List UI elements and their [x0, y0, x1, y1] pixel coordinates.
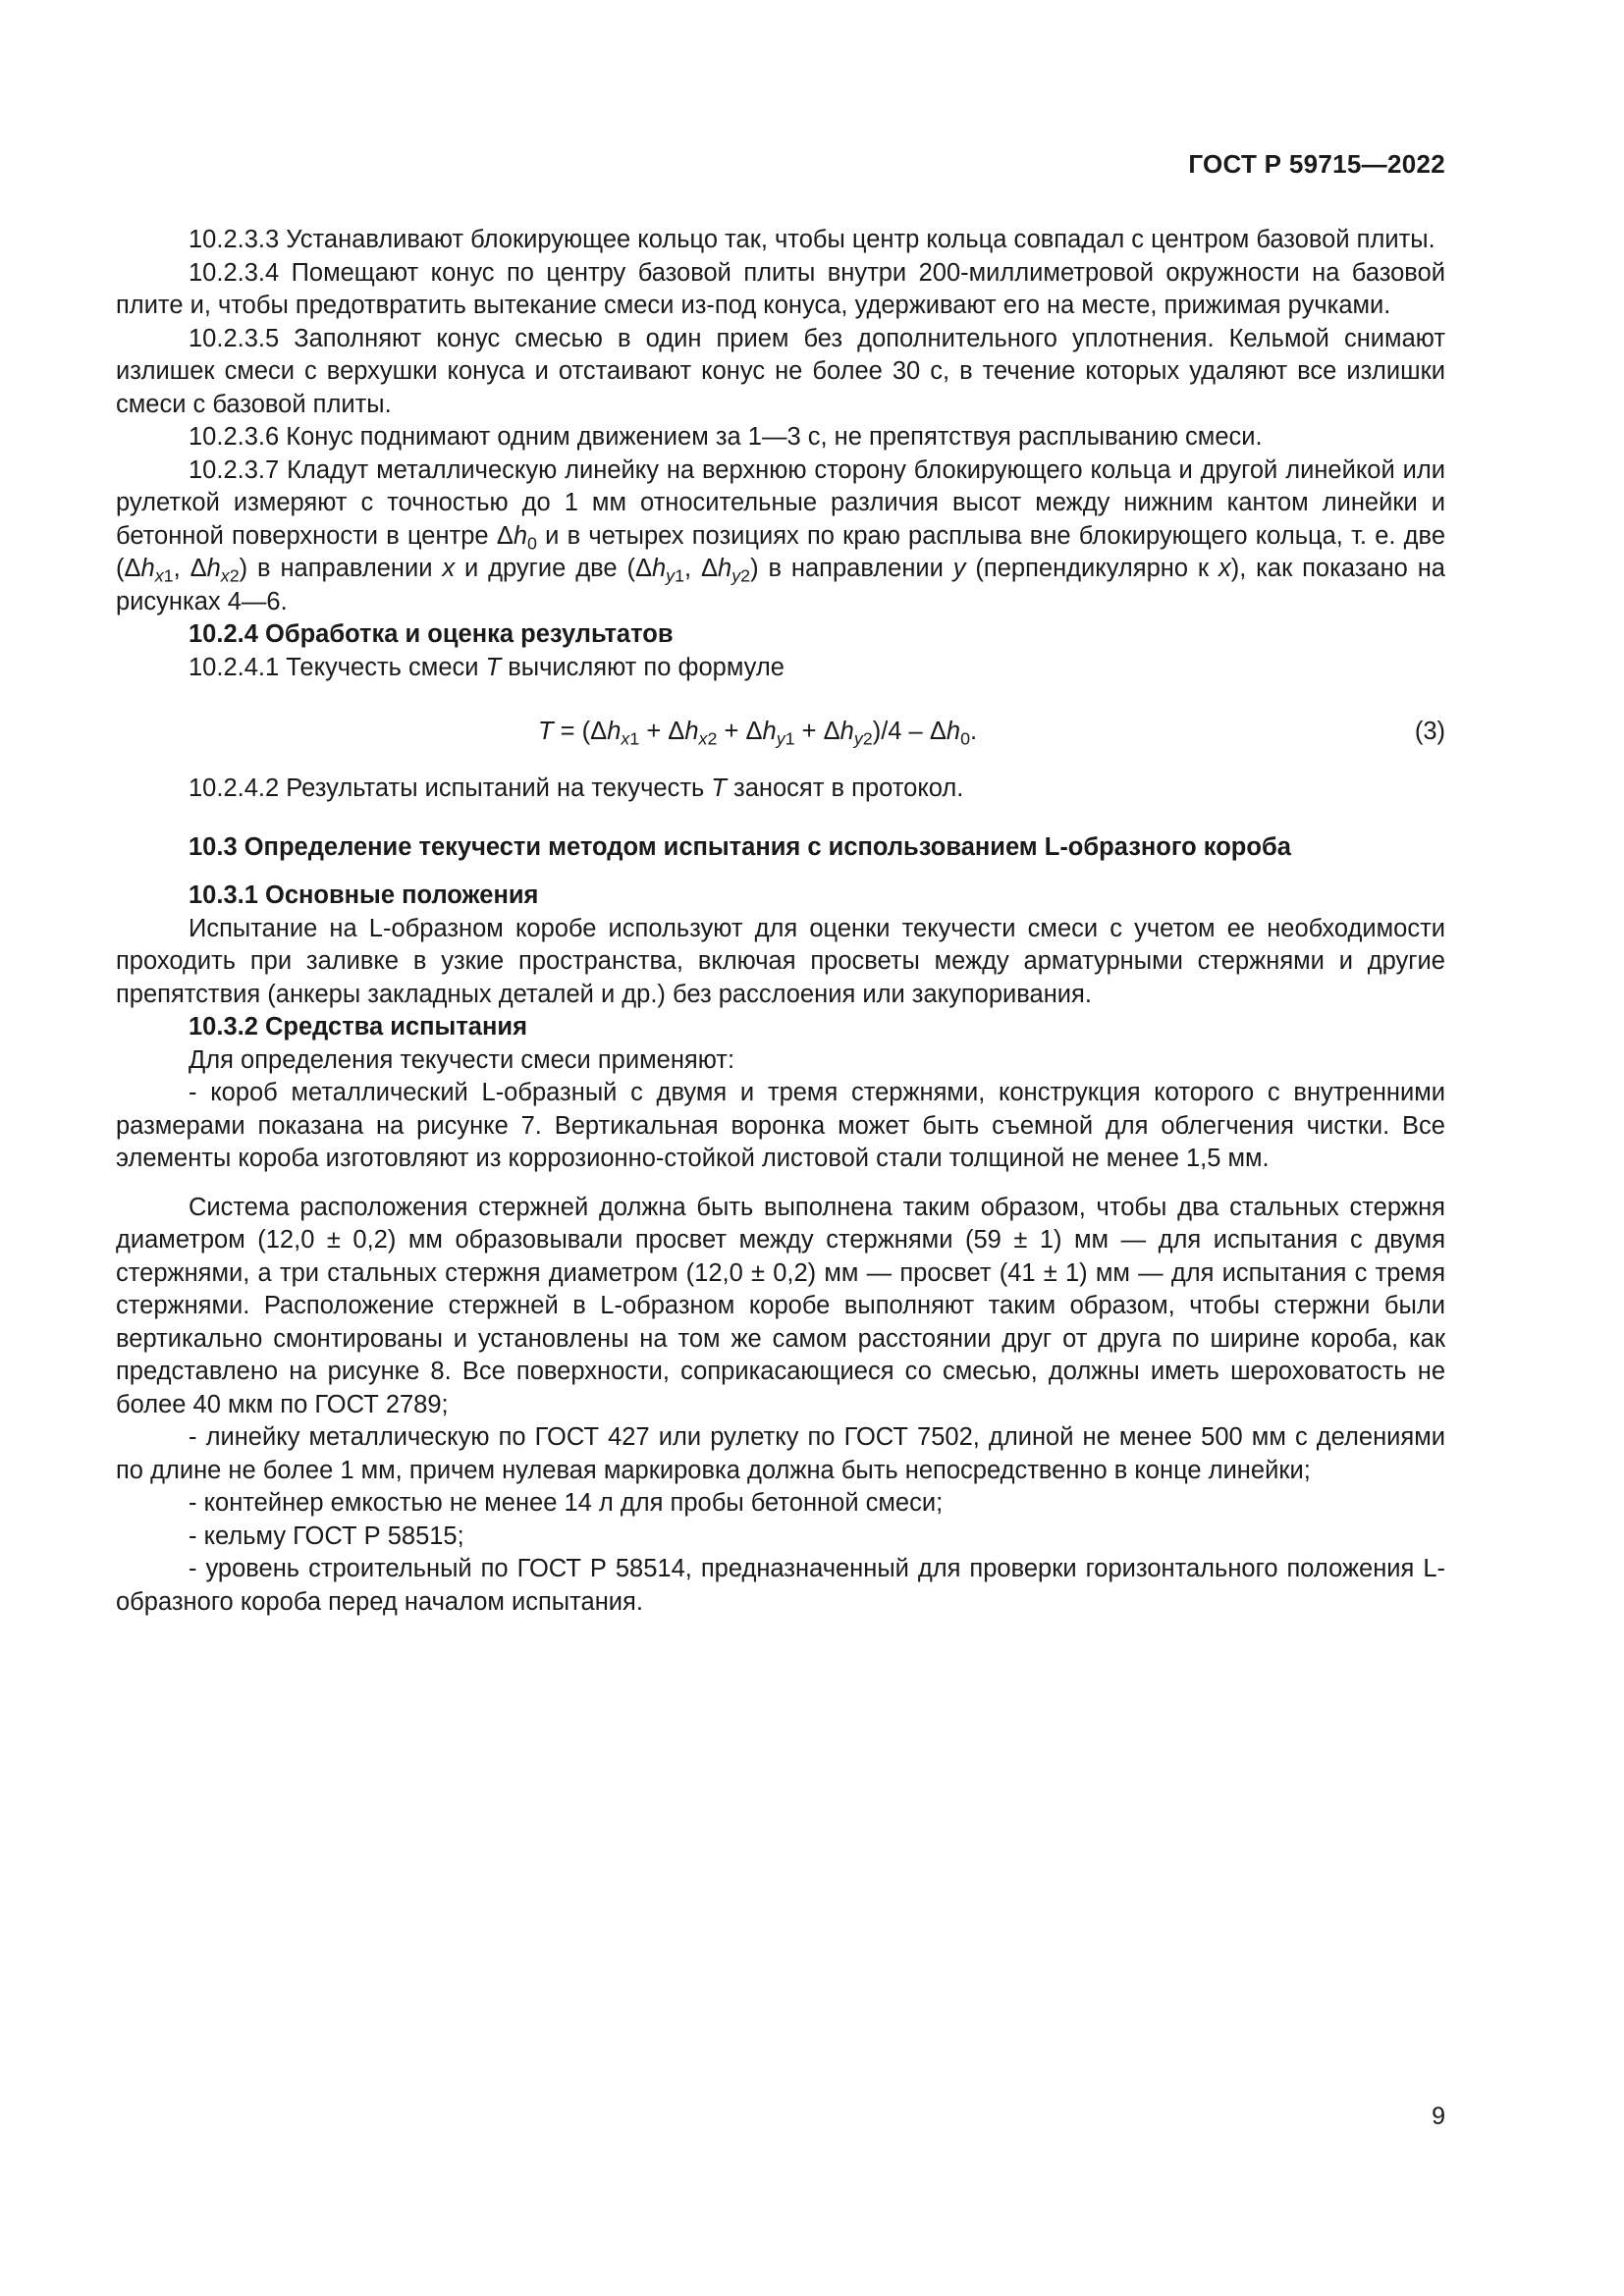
math-x: x	[1218, 555, 1231, 582]
math-y: y	[952, 555, 966, 582]
document-id: ГОСТ Р 59715—2022	[1188, 149, 1445, 179]
formula-number: (3)	[1414, 718, 1445, 745]
math-dhx1: $\Delta h_{x1}$	[124, 555, 174, 586]
paragraph-10-2-3-6: 10.2.3.6 Конус поднимают одним движением за 1—3 с, не препятствуя расплыванию смеси.	[189, 423, 1263, 451]
text-segment: ) в направлении	[750, 555, 953, 582]
heading-10-2-4: 10.2.4 Обработка и оценка результатов	[189, 620, 674, 648]
heading-10-3-1: 10.3.1 Основные положения	[189, 881, 539, 909]
text-segment: 10.2.3.7 Кладут металлическую линейку на верхнюю сторону блокирующего кольца и другой линейкой или рулеткой измеряют с точностью до 1 мм относительные различия высот между нижним кантом линейки и бетонной поверхности в центре	[116, 455, 1445, 550]
text-segment: и в четырех позициях по краю расплыва вне блокирующего кольца, т. е. две (	[116, 521, 1445, 582]
paragraph-10-2-3-3: 10.2.3.3 Устанавливают блокирующее кольцо так, чтобы центр кольца совпадал с центром базовой плиты.	[189, 226, 1435, 253]
list-item-level: - уровень строительный по ГОСТ Р 58514, предназначенный для проверки горизонтального положения L-образного короба перед началом испытания.	[116, 1555, 1445, 1616]
paragraph-10-2-3-7: 10.2.3.7 Кладут металлическую линейку на верхнюю сторону блокирующего кольца и другой линейкой или рулеткой измеряют с точностью до 1 мм относительные различия высот между нижним кантом линейки и бетонной поверхности в центре $\Delta h_0$ и в четырех позициях по краю расплыва вне блокирующего кольца, т. е. две ($\Delta h_{x1}$, $\Delta h_{x2}$) в направлении x и другие две ($\Delta h_{y1}$, $\Delta h_{y2}$) в направлении y (перпендикулярно к x), как показано на рисунках 4—6.	[116, 455, 1445, 615]
text-segment: ), как показано на рисунках 4—6.	[116, 555, 1445, 615]
heading-10-3-2: 10.3.2 Средства испытания	[189, 1013, 527, 1041]
paragraph-rods: Система расположения стержней должна быть выполнена таким образом, чтобы два стальных стержня диаметром (12,0 ± 0,2) мм образовывали просвет между стержнями (59 ± 1) мм — для испытания с двумя стержнями, а три стальных стержня диаметром (12,0 ± 0,2) мм — просвет (41 ± 1) мм — для испытания с тремя стержнями. Расположение стержней в L-образном коробе выполняют таким образом, чтобы стержни были вертикально смонтированы и установлены на том же самом расстоянии друг от друга по ширине короба, как представлено на рисунке 8. Все поверхности, соприкасающиеся со смесью, должны иметь шероховатость не более 40 мкм по ГОСТ 2789;	[116, 1193, 1445, 1418]
text-segment: (перпендикулярно к	[965, 555, 1218, 582]
text-segment: и другие две (	[455, 555, 635, 582]
list-item-container: - контейнер емкостью не менее 14 л для пробы бетонной смеси;	[189, 1489, 944, 1517]
paragraph-10-2-4-2: 10.2.4.2 Результаты испытаний на текучесть T заносят в протокол.	[189, 774, 964, 802]
math-dh0: $\Delta h_0$	[496, 521, 537, 554]
list-item-trowel: - кельму ГОСТ Р 58515;	[189, 1522, 464, 1550]
paragraph-10-2-4-1: 10.2.4.1 Текучесть смеси T вычисляют по формуле	[189, 653, 785, 681]
text-segment: ) в направлении	[239, 555, 443, 582]
paragraph-10-2-3-4: 10.2.3.4 Помещают конус по центру базовой плиты внутри 200-миллиметровой окружности на базовой плите и, чтобы предотвратить вытекание смеси из-под конуса, удерживают его на месте, прижимая ручками.	[116, 258, 1445, 319]
math-dhy1: $\Delta h_{y1}$	[634, 555, 685, 586]
math-dhy2: $\Delta h_{y2}$	[701, 555, 751, 586]
list-item-box: - короб металлический L-образный с двумя и тремя стержнями, конструкция которого с внутренними размерами показана на рисунке 7. Вертикальная воронка может быть съемной для облегчения чистки. Все элементы короба изготовляют из коррозионно-стойкой листовой стали толщиной не менее 1,5 мм.	[116, 1079, 1445, 1172]
paragraph-10-2-3-5: 10.2.3.5 Заполняют конус смесью в один прием без дополнительного уплотнения. Кельмой снимают излишек смеси с верхушки конуса и отстаивают конус не более 30 с, в течение которых удаляют все излишки смеси с базовой плиты.	[116, 324, 1445, 418]
heading-10-3: 10.3 Определение текучести методом испытания с использованием L-образного короба	[189, 832, 1291, 861]
formula-row	[116, 706, 1445, 755]
list-item-ruler: - линейку металлическую по ГОСТ 427 или рулетку по ГОСТ 7502, длиной не менее 500 мм с делениями по длине не более 1 мм, причем нулевая маркировка должна быть непосредственно в конце линейки;	[116, 1423, 1445, 1484]
paragraph-10-3-1: Испытание на L-образном коробе используют для оценки текучести смеси с учетом ее необходимости проходить при заливке в узкие пространства, включая просветы между арматурными стержнями и другие препятствия (анкеры закладных деталей и др.) без расслоения или закупоривания.	[116, 914, 1445, 1008]
math-x: x	[442, 555, 456, 582]
document-body	[116, 224, 1445, 1619]
formula-3: $T = (\Delta h_{x1} + \Delta h_{x2} + \Delta h_{y1} + \Delta h_{y2})/4 - \Delta h_0$.	[538, 718, 978, 749]
paragraph-10-3-2-intro: Для определения текучести смеси применяют:	[189, 1045, 735, 1074]
math-dhx2: $\Delta h_{x2}$	[189, 555, 240, 586]
page-number: 9	[1432, 2103, 1445, 2130]
